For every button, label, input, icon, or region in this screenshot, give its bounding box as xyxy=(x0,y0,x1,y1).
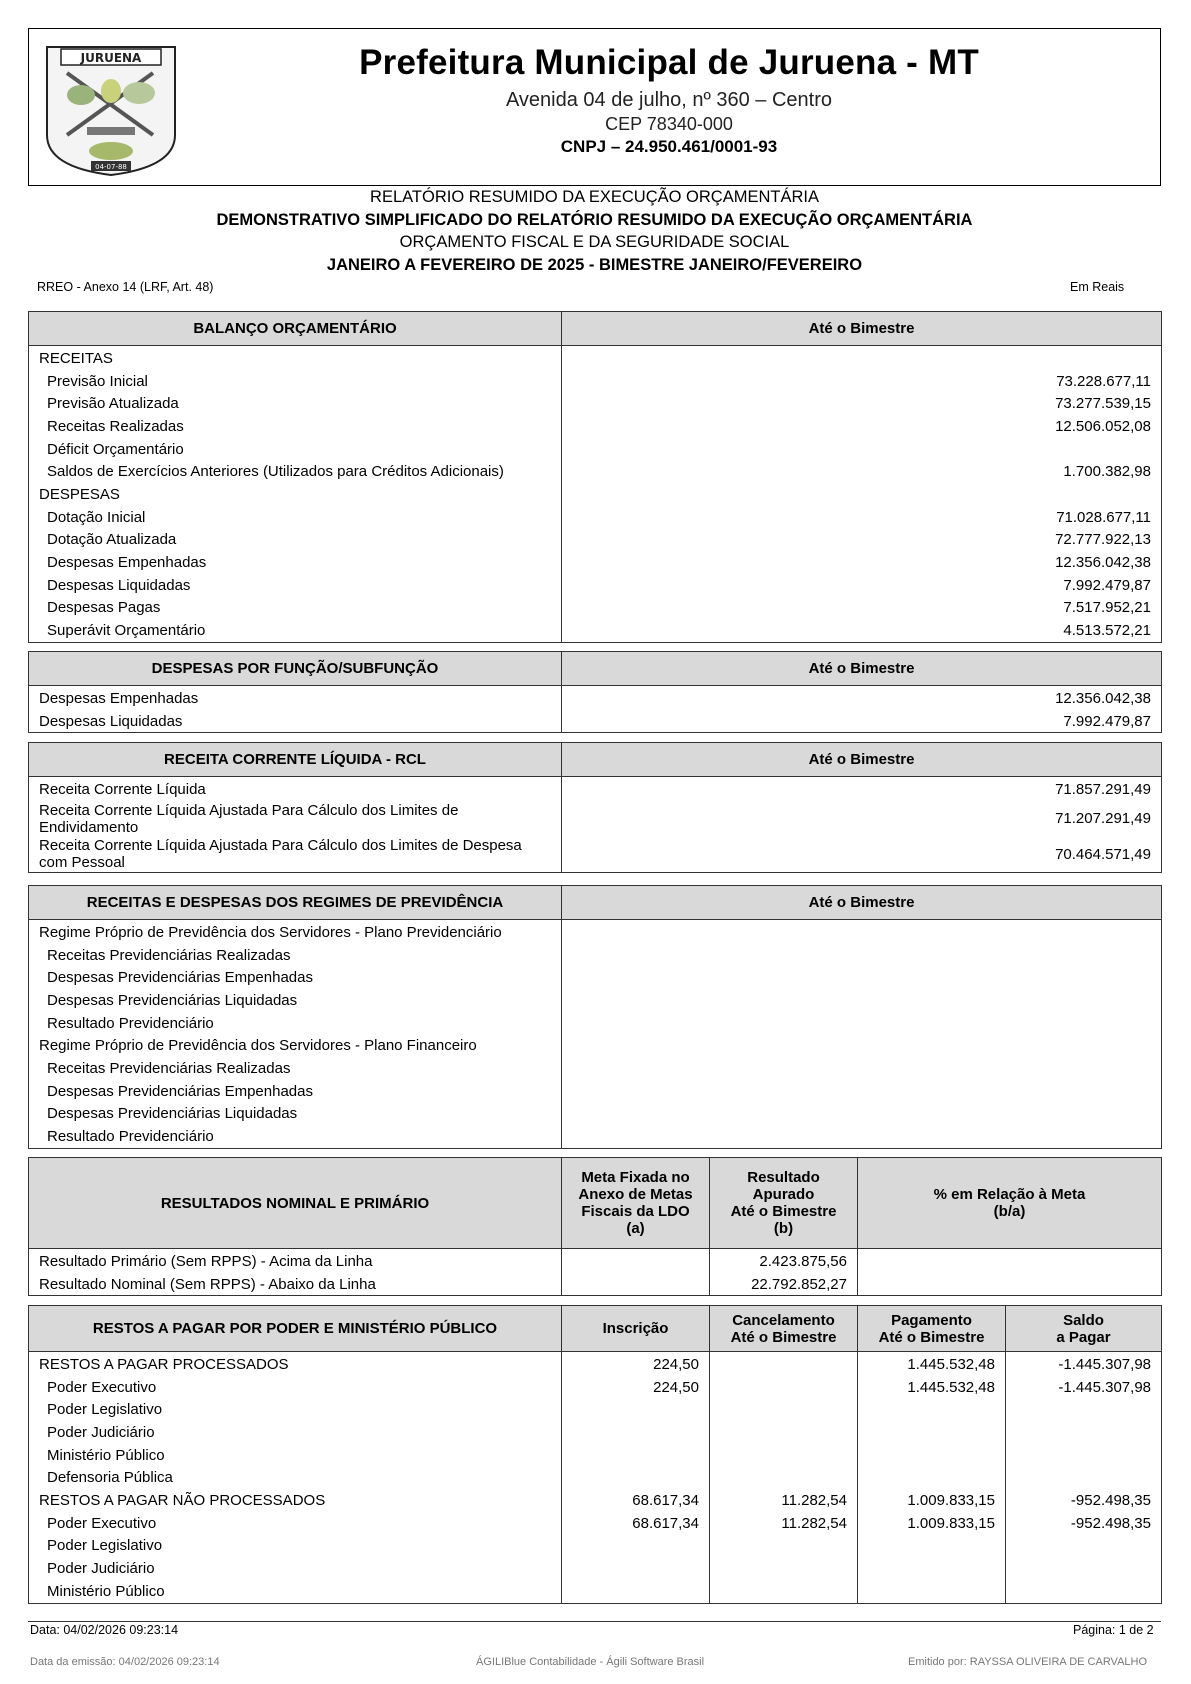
resultados-table xyxy=(28,1157,1162,1296)
inscricao-value xyxy=(562,1421,710,1444)
inscricao-value: 68.617,34 xyxy=(562,1489,710,1512)
result-col-line: Até o Bimestre xyxy=(730,1203,837,1220)
row-label: Poder Executivo xyxy=(29,1512,562,1535)
saldo-value: -952.498,35 xyxy=(1006,1512,1162,1535)
row-label: Resultado Previdenciário xyxy=(29,1012,562,1035)
report-title-2: DEMONSTRATIVO SIMPLIFICADO DO RELATÓRIO RESUMIDO DA EXECUÇÃO ORÇAMENTÁRIA xyxy=(216,210,973,229)
result-value: 2.423.875,56 xyxy=(710,1249,858,1273)
row-label: Previsão Atualizada xyxy=(29,392,562,415)
cancelamento-col-line: Até o Bimestre xyxy=(730,1328,837,1346)
table-row xyxy=(29,370,1162,393)
row-value xyxy=(562,1125,1162,1148)
pagamento-col-line: Até o Bimestre xyxy=(878,1328,985,1346)
pagamento-value xyxy=(858,1535,1006,1558)
rcl-col-header: Até o Bimestre xyxy=(562,743,1162,777)
cancelamento-col-line: Cancelamento xyxy=(732,1311,835,1329)
row-label: Resultado Nominal (Sem RPPS) - Abaixo da Linha xyxy=(29,1273,562,1296)
row-value xyxy=(562,920,1162,944)
saldo-value xyxy=(1006,1466,1162,1489)
row-label: RESTOS A PAGAR PROCESSADOS xyxy=(29,1352,562,1376)
table-row xyxy=(29,1012,1162,1035)
svg-text:04-07-88: 04-07-88 xyxy=(95,163,127,171)
row-value: 1.700.382,98 xyxy=(562,460,1162,483)
saldo-col-line: a Pagar xyxy=(1056,1328,1111,1346)
pagamento-value xyxy=(858,1557,1006,1580)
row-label: Despesas Previdenciárias Empenhadas xyxy=(29,966,562,989)
table-row xyxy=(29,686,1162,710)
table-row xyxy=(29,1398,1162,1421)
row-label: Poder Legislativo xyxy=(29,1535,562,1558)
footer-issuer: Emitido por: RAYSSA OLIVEIRA DE CARVALHO xyxy=(908,1656,1148,1668)
saldo-value: -1.445.307,98 xyxy=(1006,1352,1162,1376)
saldo-value xyxy=(1006,1444,1162,1467)
balanco-orcamentario-table xyxy=(28,311,1162,643)
table-row xyxy=(29,1557,1162,1580)
pagamento-value xyxy=(858,1421,1006,1444)
row-value xyxy=(562,1057,1162,1080)
table-row xyxy=(29,1535,1162,1558)
meta-col-line: Meta Fixada no xyxy=(581,1169,690,1186)
table-row xyxy=(29,989,1162,1012)
inscricao-value xyxy=(562,1535,710,1558)
row-label: Ministério Público xyxy=(29,1444,562,1467)
rcl-header: RECEITA CORRENTE LÍQUIDA - RCL xyxy=(29,743,562,777)
row-label: Poder Judiciário xyxy=(29,1421,562,1444)
table-row xyxy=(29,1103,1162,1126)
row-label: Resultado Primário (Sem RPPS) - Acima da Linha xyxy=(29,1249,562,1273)
pagamento-value: 1.009.833,15 xyxy=(858,1489,1006,1512)
cancelamento-value: 11.282,54 xyxy=(710,1512,858,1535)
result-col-line: (b) xyxy=(773,1220,794,1237)
table-row xyxy=(29,460,1162,483)
table-row xyxy=(29,1273,1162,1296)
cancelamento-col-header xyxy=(710,1306,858,1352)
row-value xyxy=(562,1103,1162,1126)
footer-date: Data: 04/02/2026 09:23:14 xyxy=(30,1623,179,1637)
row-label: Despesas Liquidadas xyxy=(29,574,562,597)
table-row xyxy=(29,1352,1162,1376)
previdencia-header: RECEITAS E DESPESAS DOS REGIMES DE PREVIDÊNCIA xyxy=(29,886,562,920)
row-label: Poder Executivo xyxy=(29,1376,562,1399)
pct-col-line: % em Relação à Meta xyxy=(933,1186,1086,1203)
table-row xyxy=(29,1489,1162,1512)
row-value: 71.207.291,49 xyxy=(562,801,1162,837)
row-label: Saldos de Exercícios Anteriores (Utilizados para Créditos Adicionais) xyxy=(29,460,562,483)
table-row xyxy=(29,619,1162,642)
row-label: Receita Corrente Líquida Ajustada Para Cálculo dos Limites de Despesa com Pessoal xyxy=(29,837,562,873)
row-value xyxy=(562,346,1162,370)
inscricao-value xyxy=(562,1444,710,1467)
inscricao-value: 68.617,34 xyxy=(562,1512,710,1535)
meta-col-line: Anexo de Metas xyxy=(578,1186,693,1203)
row-label: Despesas Pagas xyxy=(29,597,562,620)
row-value: 73.228.677,11 xyxy=(562,370,1162,393)
report-titles xyxy=(28,186,1161,276)
row-label: Regime Próprio de Previdência dos Servidores - Plano Financeiro xyxy=(29,1034,562,1057)
row-label: Ministério Público xyxy=(29,1580,562,1603)
cancelamento-value xyxy=(710,1580,858,1603)
cancelamento-value xyxy=(710,1444,858,1467)
meta-col-line: (a) xyxy=(626,1220,645,1237)
balanco-header: BALANÇO ORÇAMENTÁRIO xyxy=(29,312,562,346)
row-label: Resultado Previdenciário xyxy=(29,1125,562,1148)
table-row xyxy=(29,837,1162,873)
header-box xyxy=(28,28,1161,186)
table-row xyxy=(29,1249,1162,1273)
previdencia-col-header: Até o Bimestre xyxy=(562,886,1162,920)
saldo-value: -1.445.307,98 xyxy=(1006,1376,1162,1399)
table-row xyxy=(29,801,1162,837)
cancelamento-value xyxy=(710,1376,858,1399)
row-label: Poder Judiciário xyxy=(29,1557,562,1580)
table-row xyxy=(29,920,1162,944)
table-row xyxy=(29,506,1162,529)
table-row xyxy=(29,1580,1162,1603)
row-value xyxy=(562,483,1162,506)
row-label: Dotação Inicial xyxy=(29,506,562,529)
table-row xyxy=(29,1376,1162,1399)
table-row xyxy=(29,1125,1162,1148)
table-row xyxy=(29,483,1162,506)
result-col-line: Apurado xyxy=(752,1186,815,1203)
inscricao-value: 224,50 xyxy=(562,1376,710,1399)
table-row xyxy=(29,529,1162,552)
report-period: JANEIRO A FEVEREIRO DE 2025 - BIMESTRE JANEIRO/FEVEREIRO xyxy=(326,255,863,274)
inscricao-col-header: Inscrição xyxy=(562,1306,710,1352)
currency-unit: Em Reais xyxy=(1070,280,1125,294)
row-label: Despesas Empenhadas xyxy=(29,551,562,574)
meta-value xyxy=(562,1249,710,1273)
restos-a-pagar-table xyxy=(28,1305,1162,1604)
row-value: 73.277.539,15 xyxy=(562,392,1162,415)
row-value: 12.356.042,38 xyxy=(562,686,1162,710)
inscricao-value xyxy=(562,1580,710,1603)
table-row xyxy=(29,1057,1162,1080)
cancelamento-value xyxy=(710,1557,858,1580)
row-label: Receita Corrente Líquida xyxy=(29,777,562,801)
row-label: Despesas Previdenciárias Liquidadas xyxy=(29,989,562,1012)
cancelamento-value xyxy=(710,1535,858,1558)
meta-value xyxy=(562,1273,710,1296)
organization-cnpj: CNPJ – 24.950.461/0001-93 xyxy=(560,137,778,156)
previdencia-table xyxy=(28,885,1162,1149)
cancelamento-value xyxy=(710,1352,858,1376)
organization-cep: CEP 78340-000 xyxy=(605,114,733,134)
row-value: 12.506.052,08 xyxy=(562,415,1162,438)
row-value: 7.517.952,21 xyxy=(562,597,1162,620)
organization-address: Avenida 04 de julho, nº 360 – Centro xyxy=(505,89,833,111)
pagamento-col-header xyxy=(858,1306,1006,1352)
table-row xyxy=(29,1466,1162,1489)
table-row xyxy=(29,438,1162,461)
row-value: 70.464.571,49 xyxy=(562,837,1162,873)
row-value: 12.356.042,38 xyxy=(562,551,1162,574)
row-label: RESTOS A PAGAR NÃO PROCESSADOS xyxy=(29,1489,562,1512)
result-col-line: Resultado xyxy=(747,1169,820,1186)
funcao-col-header: Até o Bimestre xyxy=(562,652,1162,686)
table-row xyxy=(29,551,1162,574)
pct-col-line: (b/a) xyxy=(993,1203,1026,1220)
result-value: 22.792.852,27 xyxy=(710,1273,858,1296)
row-label: Dotação Atualizada xyxy=(29,529,562,552)
pagamento-value: 1.445.532,48 xyxy=(858,1376,1006,1399)
despesas-funcao-table xyxy=(28,651,1162,733)
pagamento-value xyxy=(858,1444,1006,1467)
municipal-coat-of-arms xyxy=(41,43,181,177)
resultados-header: RESULTADOS NOMINAL E PRIMÁRIO xyxy=(29,1158,562,1249)
row-label: RECEITAS xyxy=(29,346,562,370)
cancelamento-value: 11.282,54 xyxy=(710,1489,858,1512)
saldo-value xyxy=(1006,1535,1162,1558)
cancelamento-value xyxy=(710,1466,858,1489)
funcao-header: DESPESAS POR FUNÇÃO/SUBFUNÇÃO xyxy=(29,652,562,686)
pct-value xyxy=(858,1273,1162,1296)
footer-rule xyxy=(28,1621,1161,1622)
table-row xyxy=(29,777,1162,801)
pagamento-value: 1.009.833,15 xyxy=(858,1512,1006,1535)
pct-col-header xyxy=(858,1158,1162,1249)
result-col-header xyxy=(710,1158,858,1249)
table-row xyxy=(29,1444,1162,1467)
row-value: 4.513.572,21 xyxy=(562,619,1162,642)
row-label: Receita Corrente Líquida Ajustada Para Cálculo dos Limites de Endividamento xyxy=(29,801,562,837)
report-title-3: ORÇAMENTO FISCAL E DA SEGURIDADE SOCIAL xyxy=(399,233,790,251)
row-label: DESPESAS xyxy=(29,483,562,506)
saldo-col-line: Saldo xyxy=(1063,1311,1104,1329)
row-value xyxy=(562,1012,1162,1035)
row-label: Receitas Realizadas xyxy=(29,415,562,438)
row-label: Despesas Previdenciárias Empenhadas xyxy=(29,1080,562,1103)
annex-reference: RREO - Anexo 14 (LRF, Art. 48) xyxy=(37,280,214,294)
pagamento-col-line: Pagamento xyxy=(891,1311,972,1329)
row-label: Déficit Orçamentário xyxy=(29,438,562,461)
table-row xyxy=(29,574,1162,597)
cancelamento-value xyxy=(710,1398,858,1421)
table-row xyxy=(29,1512,1162,1535)
table-row xyxy=(29,966,1162,989)
footer-page-number: Página: 1 de 2 xyxy=(1073,1623,1154,1637)
row-value xyxy=(562,989,1162,1012)
saldo-value xyxy=(1006,1580,1162,1603)
inscricao-value xyxy=(562,1398,710,1421)
rcl-table xyxy=(28,742,1162,873)
inscricao-value xyxy=(562,1466,710,1489)
row-label: Despesas Empenhadas xyxy=(29,686,562,710)
table-row xyxy=(29,346,1162,370)
row-label: Regime Próprio de Previdência dos Servidores - Plano Previdenciário xyxy=(29,920,562,944)
row-label: Receitas Previdenciárias Realizadas xyxy=(29,944,562,967)
row-label: Receitas Previdenciárias Realizadas xyxy=(29,1057,562,1080)
pagamento-value xyxy=(858,1466,1006,1489)
balanco-col-header: Até o Bimestre xyxy=(562,312,1162,346)
inscricao-value xyxy=(562,1557,710,1580)
svg-text:JURUENA: JURUENA xyxy=(80,51,142,65)
table-row xyxy=(29,415,1162,438)
restos-header: RESTOS A PAGAR POR PODER E MINISTÉRIO PÚBLICO xyxy=(29,1306,562,1352)
saldo-col-header xyxy=(1006,1306,1162,1352)
table-row xyxy=(29,710,1162,733)
footer-software: ÁGILIBlue Contabilidade - Ágili Software Brasil xyxy=(476,1656,705,1668)
pagamento-value xyxy=(858,1580,1006,1603)
row-value: 7.992.479,87 xyxy=(562,710,1162,733)
saldo-value xyxy=(1006,1421,1162,1444)
footer-emission-date: Data da emissão: 04/02/2026 09:23:14 xyxy=(30,1656,220,1668)
row-value: 71.857.291,49 xyxy=(562,777,1162,801)
pct-value xyxy=(858,1249,1162,1273)
saldo-value: -952.498,35 xyxy=(1006,1489,1162,1512)
row-value: 71.028.677,11 xyxy=(562,506,1162,529)
table-row xyxy=(29,597,1162,620)
inscricao-value: 224,50 xyxy=(562,1352,710,1376)
row-label: Superávit Orçamentário xyxy=(29,619,562,642)
organization-name: Prefeitura Municipal de Juruena - MT xyxy=(359,43,979,82)
table-row xyxy=(29,392,1162,415)
row-value xyxy=(562,438,1162,461)
row-value xyxy=(562,1080,1162,1103)
table-row xyxy=(29,1080,1162,1103)
row-value xyxy=(562,966,1162,989)
table-row xyxy=(29,944,1162,967)
row-value: 72.777.922,13 xyxy=(562,529,1162,552)
saldo-value xyxy=(1006,1557,1162,1580)
meta-col-line: Fiscais da LDO xyxy=(581,1203,690,1220)
pagamento-value xyxy=(858,1398,1006,1421)
cancelamento-value xyxy=(710,1421,858,1444)
row-value: 7.992.479,87 xyxy=(562,574,1162,597)
pagamento-value: 1.445.532,48 xyxy=(858,1352,1006,1376)
saldo-value xyxy=(1006,1398,1162,1421)
row-label: Defensoria Pública xyxy=(29,1466,562,1489)
meta-col-header xyxy=(562,1158,710,1249)
table-row xyxy=(29,1421,1162,1444)
table-row xyxy=(29,1034,1162,1057)
row-value xyxy=(562,1034,1162,1057)
row-label: Despesas Liquidadas xyxy=(29,710,562,733)
row-label: Previsão Inicial xyxy=(29,370,562,393)
report-title-1: RELATÓRIO RESUMIDO DA EXECUÇÃO ORÇAMENTÁRIA xyxy=(370,188,819,206)
row-label: Despesas Previdenciárias Liquidadas xyxy=(29,1103,562,1126)
row-label: Poder Legislativo xyxy=(29,1398,562,1421)
row-value xyxy=(562,944,1162,967)
organization-header xyxy=(229,39,1109,157)
